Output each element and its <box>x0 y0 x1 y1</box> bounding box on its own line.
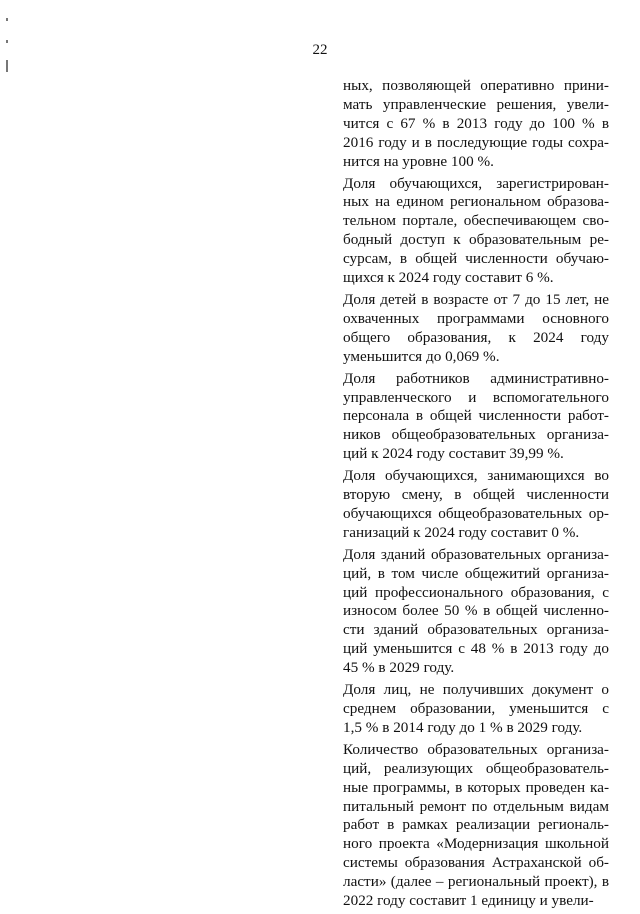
text-line: питальный ремонт по отдельным видам <box>343 797 609 815</box>
text-line: износом более 50 % в общей численно- <box>343 602 609 620</box>
text-line: 2022 году составит 1 единицу и увели- <box>343 892 594 910</box>
scan-artifact <box>6 18 8 21</box>
text-line: Доля обучающихся, занимающихся во <box>343 467 609 485</box>
text-line: Количество образовательных организа- <box>343 740 609 758</box>
text-line: тельном портале, обеспечивающем сво- <box>343 212 609 230</box>
text-line: нится на уровне 100 %. <box>343 152 494 170</box>
text-line: сти зданий образовательных организа- <box>343 621 609 639</box>
scan-artifact <box>6 60 8 72</box>
text-line: ций, реализующих общеобразователь- <box>343 759 609 777</box>
text-line: ных, позволяющей оперативно прини- <box>343 77 609 94</box>
text-line: щихся к 2024 году составит 6 %. <box>343 269 554 287</box>
paragraph <box>343 77 609 172</box>
text-line: Доля работников административно- <box>343 369 609 387</box>
text-line: Доля обучающихся, зарегистрирован- <box>343 174 609 192</box>
paragraph <box>343 291 609 367</box>
text-line: ного проекта «Модернизация школьной <box>343 835 609 853</box>
text-line: чится с 67 % в 2013 году до 100 % в <box>343 114 609 132</box>
paragraph <box>343 681 609 738</box>
text-line: ций к 2024 году составит 39,99 %. <box>343 445 564 463</box>
paragraph <box>343 467 609 543</box>
text-line: ные программы, в которых проведен ка- <box>343 778 609 796</box>
text-line: работ в рамках реализации региональ- <box>343 816 609 834</box>
text-line: ных на едином региональном образова- <box>343 193 609 211</box>
text-line: ций, в том числе общежитий организа- <box>343 564 609 582</box>
text-line: 1,5 % в 2014 году до 1 % в 2029 году. <box>343 718 583 736</box>
text-line: 2016 году и в последующие годы сохра- <box>343 133 609 151</box>
text-line: мать управленческие решения, увели- <box>343 95 609 113</box>
text-line: среднем образовании, уменьшится с <box>343 700 609 717</box>
text-line: ников общеобразовательных организа- <box>343 426 609 444</box>
text-line: ласти» (далее – региональный проект), в <box>343 873 609 891</box>
text-line: Доля детей в возрасте от 7 до 15 лет, не <box>343 290 609 308</box>
page-number: 22 <box>312 42 328 58</box>
text-line: 45 % в 2029 году. <box>343 659 455 677</box>
body-text <box>343 77 609 914</box>
text-line: персонала в общей численности работ- <box>343 407 609 425</box>
text-line: бодный доступ к образовательным ре- <box>343 231 609 249</box>
text-line: ций профессионального образования, с <box>343 583 609 601</box>
text-line: Доля лиц, не получивших документ о <box>343 681 609 699</box>
text-line: управленческого и вспомогательного <box>343 388 609 406</box>
text-line: уменьшится до 0,069 %. <box>343 347 500 365</box>
paragraph <box>343 370 609 465</box>
text-line: системы образования Астраханской об- <box>343 854 609 872</box>
text-line: общего образования, к 2024 году <box>343 328 609 346</box>
text-line: ций уменьшится с 48 % в 2013 году до <box>343 640 609 658</box>
paragraph <box>343 175 609 288</box>
text-line: вторую смену, в общей численности <box>343 486 609 504</box>
text-line: охваченных программами основного <box>343 309 609 327</box>
paragraph <box>343 546 609 678</box>
text-line: ганизаций к 2024 году составит 0 %. <box>343 523 580 541</box>
text-line: обучающихся общеобразовательных ор- <box>343 504 609 522</box>
text-line: Доля зданий образовательных организа- <box>343 545 609 563</box>
text-line: сурсам, в общей численности обучаю- <box>343 250 609 268</box>
paragraph <box>343 741 609 911</box>
